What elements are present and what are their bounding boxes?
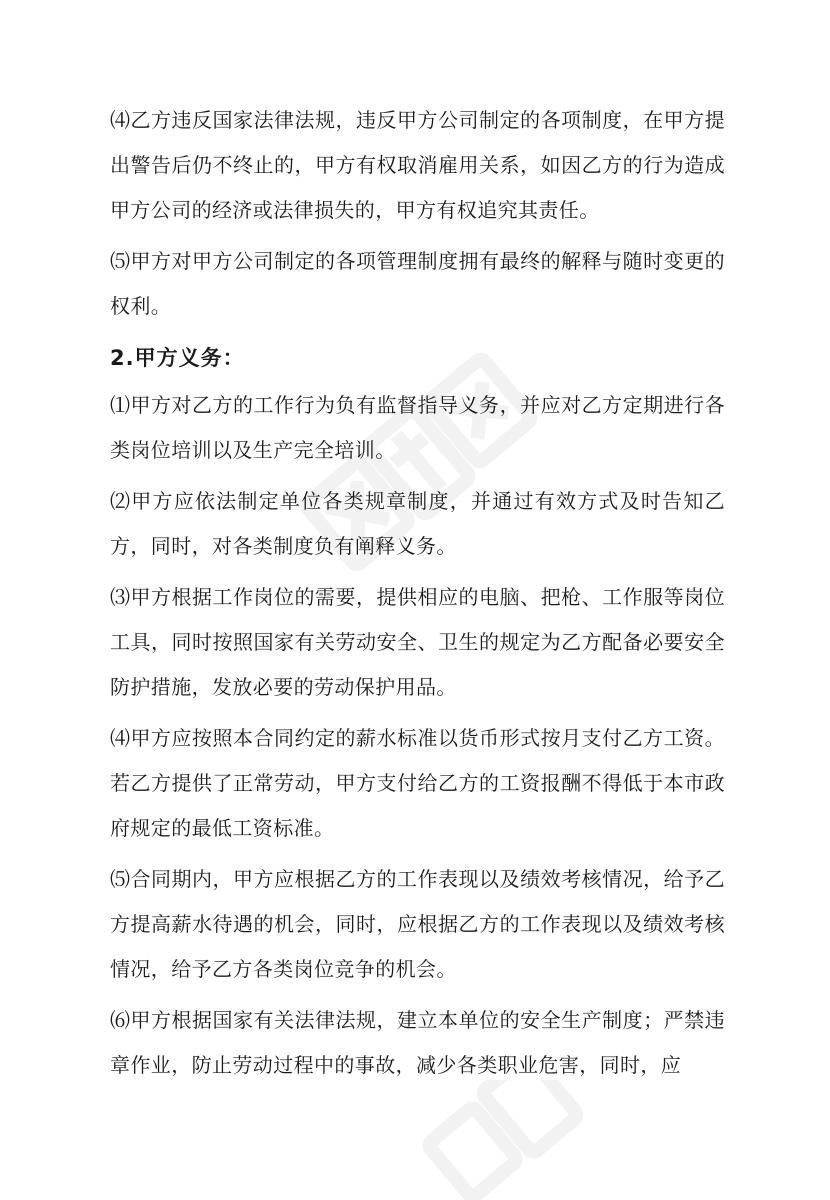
obligation-2-regulations: ⑵甲方应依法制定单位各类规章制度，并通过有效方式及时告知乙方，同时，对各类制度负有阐释义务。 <box>110 489 725 558</box>
obligation-4-wages: ⑷甲方应按照本合同约定的薪水标准以货币形式按月支付乙方工资。若乙方提供了正常劳动，甲方支付给乙方的工资报酬不得低于本市政府规定的最低工资标准。 <box>110 726 725 840</box>
document-body <box>110 98 725 1094</box>
clause-5-interpretation: ⑸甲方对甲方公司制定的各项管理制度拥有最终的解释与随时变更的权利。 <box>110 249 725 318</box>
obligation-6-safety: ⑹甲方根据国家有关法律法规，建立本单位的安全生产制度；严禁违章作业，防止劳动过程中的事故，减少各类职业危害，同时，应 <box>110 1008 725 1077</box>
clause-4-violation: ⑷乙方违反国家法律法规，违反甲方公司制定的各项制度，在甲方提出警告后仍不终止的，甲方有权取消雇用关系，如因乙方的行为造成甲方公司的经济或法律损失的，甲方有权追究其责任。 <box>110 108 725 222</box>
watermark-stamp-bottom-icon <box>330 1080 660 1200</box>
obligation-3-tools: ⑶甲方根据工作岗位的需要，提供相应的电脑、把枪、工作服等岗位工具，同时按照国家有关劳动安全、卫生的规定为乙方配备必要安全防护措施，发放必要的劳动保护用品。 <box>110 585 725 699</box>
obligation-1-supervision: ⑴甲方对乙方的工作行为负有监督指导义务，并应对乙方定期进行各类岗位培训以及生产完全培训。 <box>110 393 725 462</box>
section-heading-party-a-obligations: 2.甲方义务： <box>110 346 245 370</box>
obligation-5-promotion: ⑸合同期内，甲方应根据乙方的工作表现以及绩效考核情况，给予乙方提高薪水待遇的机会，同时，应根据乙方的工作表现以及绩效考核情况，给予乙方各类岗位竞争的机会。 <box>110 867 725 981</box>
